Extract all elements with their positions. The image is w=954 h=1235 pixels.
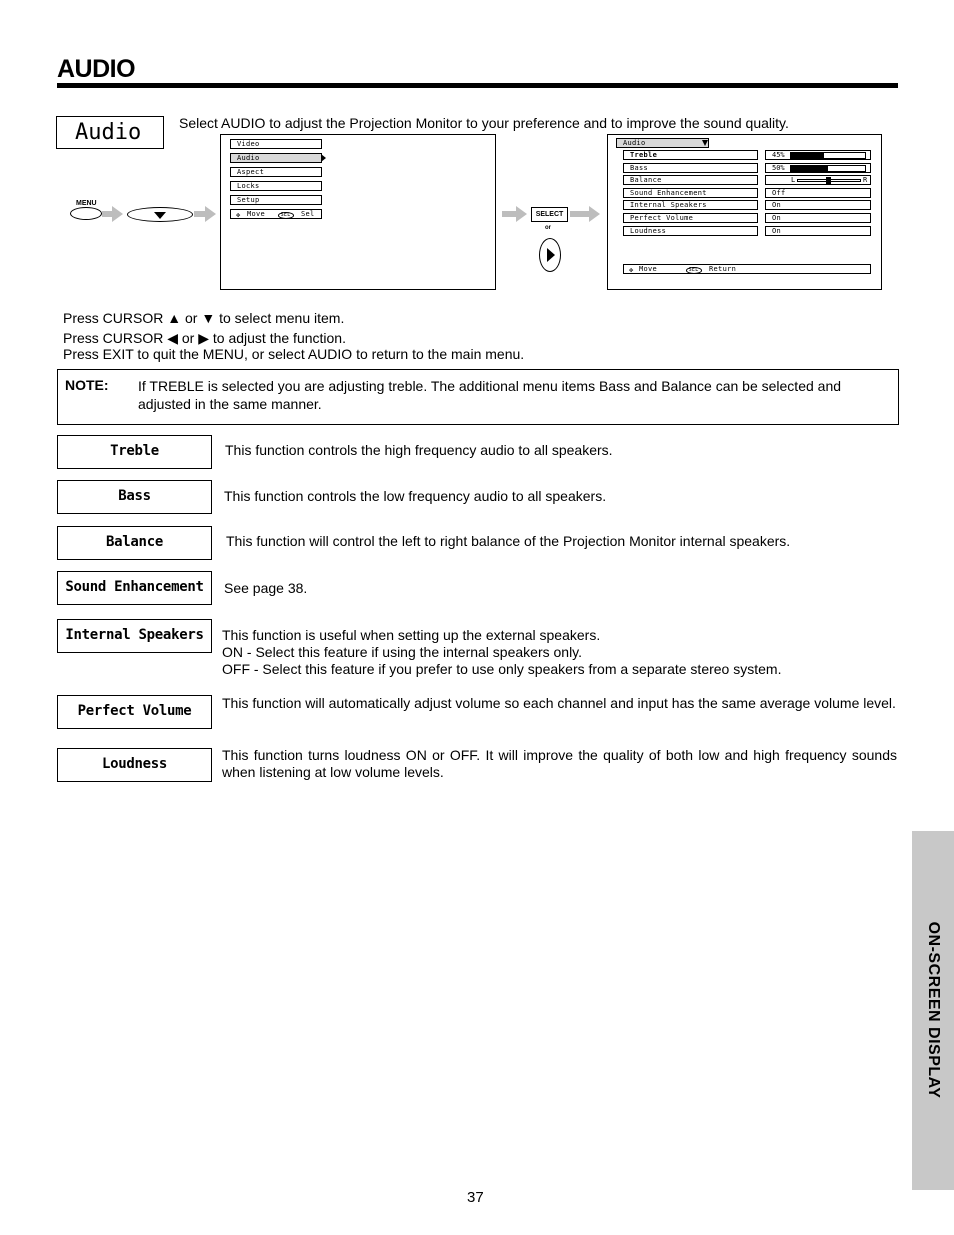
audio-item-label: Bass [623,163,758,173]
cursor-right-icon [547,248,555,262]
footer-move: Move [639,265,658,273]
audio-item-value: On [765,226,871,236]
audio-item-label: Loudness [623,226,758,236]
audio-item-label: Balance [623,175,758,185]
function-label-internal-speakers: Internal Speakers [57,619,212,653]
treble-track [790,152,866,159]
main-menu-item: Video [230,139,322,149]
title-rule [57,83,898,88]
menu-label: MENU [76,200,97,207]
main-menu-item: Locks [230,181,322,191]
main-menu-item: Setup [230,195,322,205]
arrow-right-icon [516,206,527,222]
treble-value: 45% [772,151,785,159]
audio-item-value: On [765,200,871,210]
footer-move: Move [247,210,266,218]
page-title: AUDIO [57,55,136,83]
audio-item-value: On [765,213,871,223]
audio-badge: Audio [56,116,164,149]
page-number: 37 [467,1189,484,1206]
main-menu-screen [220,134,496,290]
function-label-balance: Balance [57,526,212,560]
bass-track [790,165,866,172]
arrow-right-icon [112,206,123,222]
audio-item-label: Internal Speakers [623,200,758,210]
audio-menu-screen [607,134,882,290]
intro-text: Select AUDIO to adjust the Projection Monitor to your preference and to improve the sound quality. [179,115,789,131]
treble-level-bar [765,150,871,160]
audio-item-label: Treble [623,150,758,160]
footer-return: Return [709,265,737,273]
footer-sel: Sel [301,210,315,218]
note-label: NOTE: [65,377,109,393]
bass-level-bar [765,163,871,173]
cursor-down-icon [154,212,166,219]
balance-left: L [791,176,796,184]
arrow-bar [502,211,517,217]
arrow-right-icon [205,206,216,222]
function-label-bass: Bass [57,480,212,514]
audio-menu-footer [623,264,871,274]
function-desc-balance: This function will control the left to right balance of the Projection Monitor internal speakers. [226,533,791,549]
instruction-line: Press CURSOR ▲ or ▼ to select menu item. [63,310,345,326]
pointer-right-icon [321,154,326,162]
function-desc-internal-speakers-on: ON - Select this feature if using the internal speakers only. [222,644,583,660]
or-label: or [545,225,551,231]
main-menu-item-selected: Audio [230,153,322,163]
function-desc-internal-speakers: This function is useful when setting up the external speakers. [222,627,601,643]
menu-button [70,207,102,220]
audio-menu-header: Audio [616,138,709,148]
function-desc-sound-enhancement: See page 38. [224,580,308,596]
note-text: If TREBLE is selected you are adjusting treble. The additional menu items Bass and Balance can be selected and adjusted in the same manner. [138,378,842,412]
instruction-line: Press CURSOR ◀ or ▶ to adjust the function. [63,330,346,346]
pointer-down-icon [702,140,708,146]
balance-right: R [863,176,868,184]
audio-item-label: Sound Enhancement [623,188,758,198]
function-label-treble: Treble [57,435,212,469]
arrow-right-icon [589,206,600,222]
function-desc-internal-speakers-off: OFF - Select this feature if you prefer to use only speakers from a separate stereo system. [222,661,782,677]
audio-item-value: Off [765,188,871,198]
main-menu-item: Aspect [230,167,322,177]
select-button: SELECT [531,207,568,222]
side-tab-label: ON-SCREEN DISPLAY [925,921,942,1099]
function-desc-loudness: This function turns loudness ON or OFF. It will improve the quality of both low and high frequency sounds when listening at low volume levels. [222,747,897,780]
function-label-sound-enhancement: Sound Enhancement [57,571,212,605]
bass-value: 50% [772,164,785,172]
function-desc-bass: This function controls the low frequency audio to all speakers. [224,488,607,504]
sel-icon: SEL [278,212,294,219]
instruction-line: Press EXIT to quit the MENU, or select AUDIO to return to the main menu. [63,346,525,362]
main-menu-footer [230,209,322,219]
move-icon: ✥ [629,266,634,274]
function-label-perfect-volume: Perfect Volume [57,695,212,729]
move-icon: ✥ [236,211,241,219]
arrow-bar [570,211,590,217]
function-desc-treble: This function controls the high frequency audio to all speakers. [225,442,613,458]
sel-icon: SEL [686,267,702,274]
balance-bar [765,175,871,185]
function-label-loudness: Loudness [57,748,212,782]
audio-item-label: Perfect Volume [623,213,758,223]
balance-marker [826,177,831,184]
function-desc-perfect-volume: This function will automatically adjust volume so each channel and input has the same average volume level. [222,695,896,711]
